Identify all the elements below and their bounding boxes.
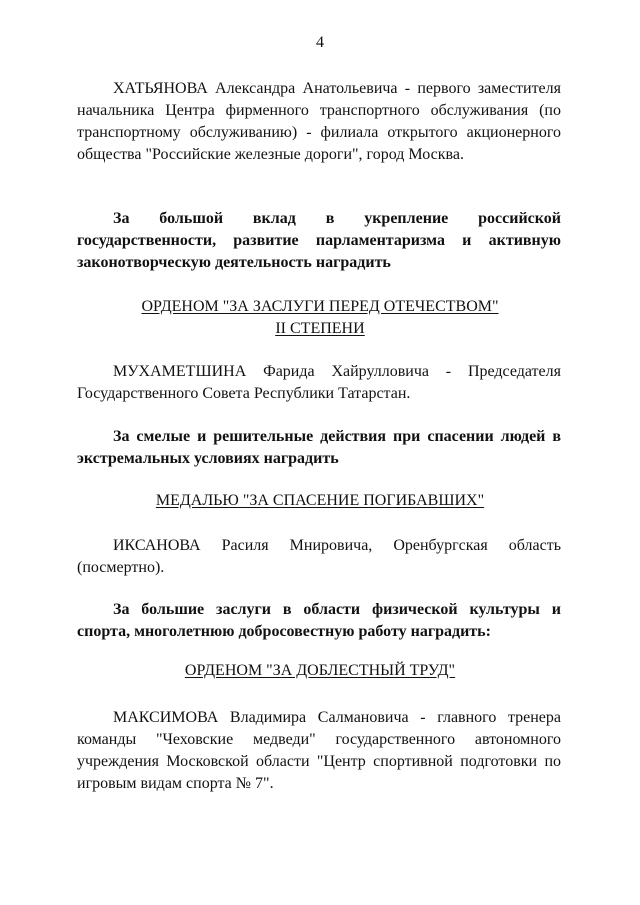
award-title-order-merit-line1: ОРДЕНОМ "ЗА ЗАСЛУГИ ПЕРЕД ОТЕЧЕСТВОМ"	[141, 298, 499, 315]
award-title-valiant-labor-text: ОРДЕНОМ "ЗА ДОБЛЕСТНЫЙ ТРУД"	[184, 662, 456, 679]
award-title-order-merit	[0, 296, 640, 340]
award-title-valiant-labor	[0, 660, 640, 682]
award-reason-sport: За большие заслуги в области физической культуры и спорта, многолетнюю добросовестную работу наградить:	[77, 601, 561, 640]
award-reason-statehood: За большой вклад в укрепление российской государственности, развитие парламентаризма и активную законотворческую деятельность наградить	[77, 210, 561, 271]
award-recipient-khatyanova: ХАТЬЯНОВА Александра Анатольевича - первого заместителя начальника Центра фирменного транспортного обслуживания (по транспортному обслуживанию) - филиала открытого акционерного общества "Российские железные дороги", город Москва.	[77, 80, 561, 163]
award-title-rescue-medal	[0, 490, 640, 512]
award-recipient-maksimov: МАКСИМОВА Владимира Салмановича - главного тренера команды "Чеховские медведи" государственного автономного учреждения Московской области "Центр спортивной подготовки по игровым видам спорта № 7".	[77, 709, 561, 792]
award-recipient-mukhametshin: МУХАМЕТШИНА Фарида Хайрулловича - Председателя Государственного Совета Республики Татарстан.	[77, 363, 561, 402]
page-number: 4	[316, 34, 324, 51]
award-title-order-merit-line2: II СТЕПЕНИ	[275, 320, 365, 337]
award-reason-rescue: За смелые и решительные действия при спасении людей в экстремальных условиях наградить	[77, 428, 561, 467]
award-title-rescue-medal-text: МЕДАЛЬЮ "ЗА СПАСЕНИЕ ПОГИБАВШИХ"	[155, 492, 485, 509]
award-recipient-iksanov: ИКСАНОВА Расиля Мнировича, Оренбургская область (посмертно).	[77, 537, 561, 576]
